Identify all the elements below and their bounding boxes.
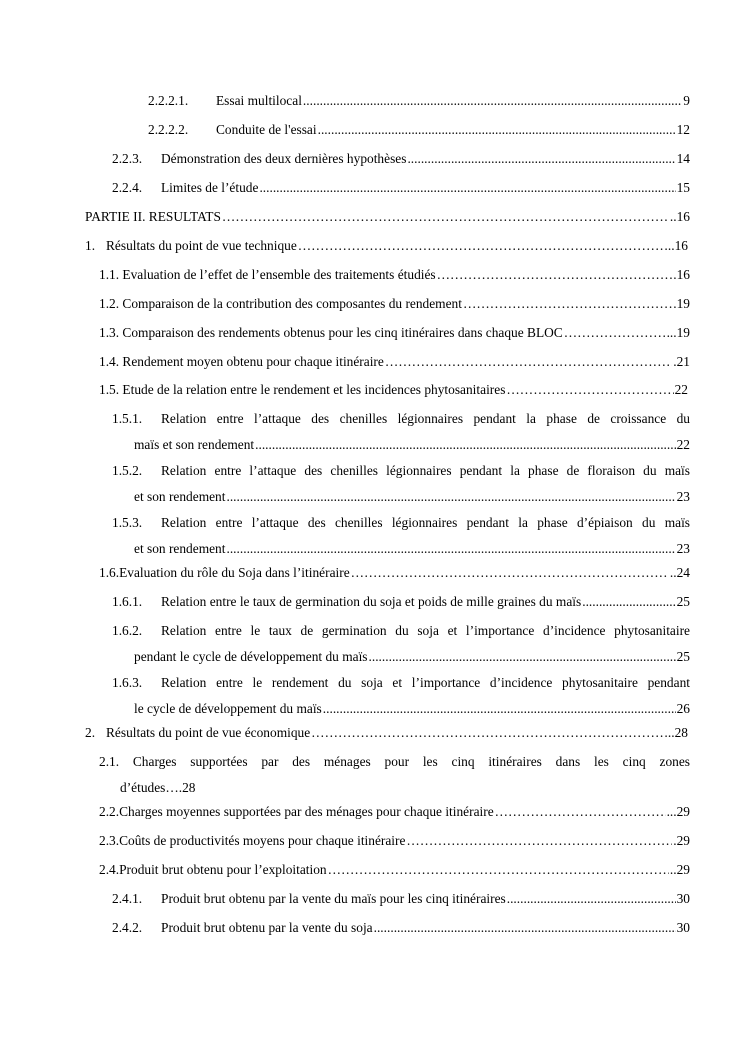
- toc-number: 1.6.3.: [112, 675, 143, 690]
- toc-page: 30: [676, 891, 690, 906]
- toc-page: ..24: [669, 565, 690, 580]
- toc-leader: [406, 828, 672, 854]
- toc-title: 1.2. Comparaison de la contribution des composantes du rendement: [99, 296, 462, 311]
- toc-title: Relation entre le rendement du soja et l’importance d’incidence phytosanitaire pendant: [161, 675, 690, 690]
- toc-page: 12: [676, 122, 690, 137]
- toc-title: Relation entre l’attaque des chenilles légionnaires pendant la phase d’épiaison du maïs: [161, 515, 690, 530]
- toc-entry-1-6-2[interactable]: [112, 618, 690, 670]
- toc-title: Démonstration des deux dernières hypothèses: [161, 151, 407, 166]
- toc-page: ...19: [666, 325, 690, 340]
- toc-page: 25: [676, 594, 690, 609]
- toc-page: .19: [673, 296, 690, 311]
- toc-leader: [407, 146, 675, 172]
- toc-entry-2-2-2-1[interactable]: [148, 88, 690, 114]
- toc-title: Produit brut obtenu par la vente du soja: [161, 920, 373, 935]
- toc-title: 1.1. Evaluation de l’effet de l’ensemble des traitements étudiés: [99, 267, 436, 282]
- toc-entry-2-2-3[interactable]: [112, 146, 690, 172]
- toc-entry-2-3[interactable]: [99, 828, 690, 854]
- toc-entry-1-1[interactable]: [99, 262, 690, 288]
- toc-entry-2-4-1[interactable]: [112, 886, 690, 912]
- toc-entry-1-6[interactable]: [99, 560, 690, 586]
- toc-leader: [582, 589, 675, 615]
- toc-leader: [385, 349, 672, 375]
- toc-title-continued: pendant le cycle de développement du maïs: [134, 649, 368, 664]
- toc-title: Résultats du point de vue technique: [106, 238, 297, 253]
- toc-page: ..16: [669, 209, 690, 224]
- toc-title: 2.4.Produit brut obtenu pour l’exploitation: [99, 862, 327, 877]
- toc-title: Relation entre l’attaque des chenilles légionnaires pendant la phase de croissance du: [161, 411, 690, 426]
- toc-leader: [226, 484, 675, 510]
- toc-number: 2.2.4.: [112, 180, 143, 195]
- toc-leader: [374, 915, 676, 941]
- toc-entry-2-2-2-2[interactable]: [148, 117, 690, 143]
- toc-number: 2.: [85, 725, 96, 740]
- toc-leader: [437, 262, 673, 288]
- toc-page: 9: [683, 93, 690, 108]
- toc-entry-2-2[interactable]: [99, 799, 690, 825]
- toc-page: 30: [676, 920, 690, 935]
- toc-entry-2-2-4[interactable]: [112, 175, 690, 201]
- toc-number: 1.: [85, 238, 96, 253]
- toc-leader: [298, 233, 667, 259]
- toc-page: 22: [674, 382, 688, 397]
- toc-title: 2.2.Charges moyennes supportées par des ménages pour chaque itinéraire: [99, 804, 494, 819]
- toc-page: .21: [673, 354, 690, 369]
- toc-title: Relation entre l’attaque des chenilles légionnaires pendant la phase de floraison du maïs: [161, 463, 690, 478]
- toc-page: 26: [676, 701, 690, 716]
- toc-title: 2.1. Charges supportées par des ménages pour les cinq itinéraires dans les cinq zones: [99, 754, 690, 769]
- toc-title: Essai multilocal: [216, 93, 302, 108]
- toc-entry-1-2[interactable]: [99, 291, 690, 317]
- toc-title-continued: d’études….28: [120, 780, 196, 795]
- toc-title-continued: maïs et son rendement: [134, 437, 255, 452]
- toc-leader: [463, 291, 672, 317]
- toc-number: 2.2.2.1.: [148, 93, 189, 108]
- toc-number: 1.5.3.: [112, 515, 143, 530]
- toc-page: ...29: [666, 804, 690, 819]
- toc-leader: [495, 799, 666, 825]
- toc-title: Produit brut obtenu par la vente du maïs pour les cinq itinéraires: [161, 891, 506, 906]
- toc-leader: [564, 320, 666, 346]
- toc-entry-2-4-2[interactable]: [112, 915, 690, 941]
- toc-title-continued: et son rendement: [134, 541, 226, 556]
- toc-leader: [222, 204, 669, 230]
- toc-number: 2.4.2.: [112, 920, 143, 935]
- toc-page: 22: [676, 437, 690, 452]
- toc-title: Limites de l’étude: [161, 180, 259, 195]
- toc-leader: [255, 432, 675, 458]
- toc-title: Relation entre le taux de germination du soja et l’importance d’incidence phytosanitaire: [161, 623, 690, 638]
- toc-title: Résultats du point de vue économique: [106, 725, 311, 740]
- toc-entry-2[interactable]: [85, 720, 688, 746]
- toc-number: 1.6.1.: [112, 594, 143, 609]
- toc-number: 1.6.2.: [112, 623, 143, 638]
- toc-page: .29: [673, 833, 690, 848]
- toc-title: PARTIE II. RESULTATS: [85, 209, 221, 224]
- toc-leader: [351, 560, 669, 586]
- toc-leader: [323, 696, 676, 722]
- toc-title-continued: et son rendement: [134, 489, 226, 504]
- toc-leader: [328, 857, 669, 883]
- toc-entry-1-4[interactable]: [99, 349, 690, 375]
- toc-entry-2-4[interactable]: [99, 857, 690, 883]
- toc-page: .16: [673, 267, 690, 282]
- toc-title-continued: le cycle de développement du maïs: [134, 701, 322, 716]
- toc-page: ..16: [667, 238, 688, 253]
- toc-page: ..29: [669, 862, 690, 877]
- toc-leader: [369, 644, 676, 670]
- toc-entry-1-6-3[interactable]: [112, 670, 690, 722]
- toc-page: 23: [676, 541, 690, 556]
- toc-number: 2.4.1.: [112, 891, 143, 906]
- toc-leader: [311, 720, 667, 746]
- toc-page: 14: [676, 151, 690, 166]
- toc-number: 1.5.2.: [112, 463, 143, 478]
- toc-leader: [259, 175, 675, 201]
- toc-entry-2-1[interactable]: [99, 749, 690, 801]
- toc-entry-partie-2[interactable]: [85, 204, 690, 230]
- toc-entry-1-5-2[interactable]: [112, 458, 690, 510]
- toc-entry-1-5[interactable]: [99, 377, 688, 403]
- toc-title: 1.5. Etude de la relation entre le rendement et les incidences phytosanitaires: [99, 382, 506, 397]
- toc-leader: [506, 377, 673, 403]
- toc-title: 2.3.Coûts de productivités moyens pour chaque itinéraire: [99, 833, 406, 848]
- toc-page: ..28: [667, 725, 688, 740]
- toc-page: 15: [676, 180, 690, 195]
- toc-number: 2.2.2.2.: [148, 122, 189, 137]
- toc-entry-1[interactable]: [85, 233, 688, 259]
- toc-entry-1-3[interactable]: [99, 320, 690, 346]
- toc-leader: [226, 536, 675, 562]
- toc-leader: [318, 117, 676, 143]
- toc-number: 1.5.1.: [112, 411, 143, 426]
- toc-number: 2.2.3.: [112, 151, 143, 166]
- toc-entry-1-5-3[interactable]: [112, 510, 690, 562]
- toc-title: 1.6.Evaluation du rôle du Soja dans l’itinéraire: [99, 565, 350, 580]
- toc-entry-1-6-1[interactable]: [112, 589, 690, 615]
- toc-title: 1.4. Rendement moyen obtenu pour chaque itinéraire: [99, 354, 384, 369]
- toc-entry-1-5-1[interactable]: [112, 406, 690, 458]
- toc-title: Relation entre le taux de germination du soja et poids de mille graines du maïs: [161, 594, 582, 609]
- toc-page: 25: [676, 649, 690, 664]
- toc-leader: [303, 88, 682, 114]
- toc-page: 23: [676, 489, 690, 504]
- toc-leader: [507, 886, 676, 912]
- toc-title: Conduite de l'essai: [216, 122, 317, 137]
- toc-title: 1.3. Comparaison des rendements obtenus pour les cinq itinéraires dans chaque BLOC: [99, 325, 563, 340]
